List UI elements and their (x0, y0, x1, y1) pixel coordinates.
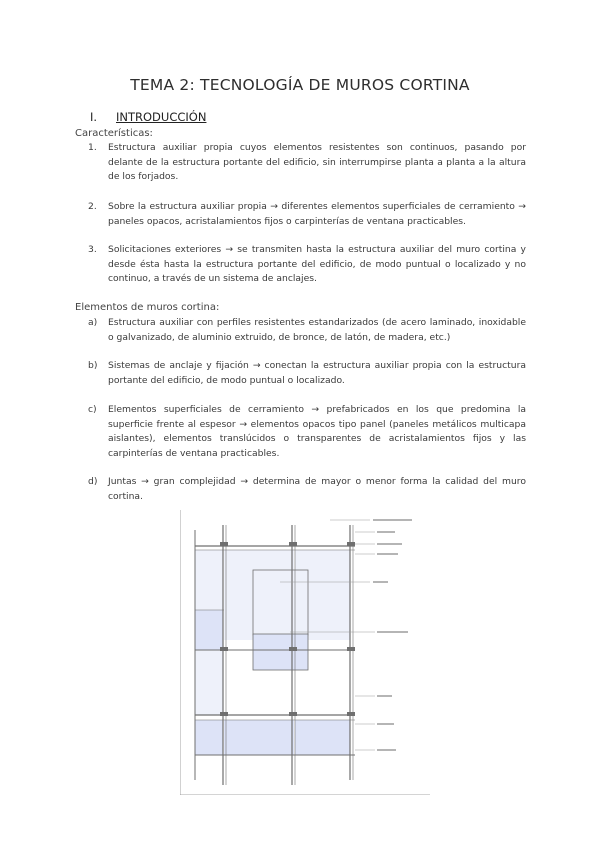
glass-panel (195, 720, 223, 755)
opening-window-panel (253, 570, 308, 635)
list-marker: 3. (88, 244, 97, 255)
list-item-text: Estructura auxiliar propia cuyos elementos resistentes son continuos, pasando por delante de la estructura portante del edificio, sin interrumpirse planta a planta a la altura de los forjados. (108, 142, 526, 182)
glass-panel (295, 720, 350, 755)
list-item (88, 359, 526, 388)
list-item (88, 141, 526, 185)
list-item-text: Juntas → gran complejidad → determina de mayor o menor forma la calidad del muro cortina. (108, 476, 526, 502)
anchor-bracket (347, 542, 355, 546)
anchor-bracket (347, 712, 355, 716)
list-marker: d) (88, 476, 98, 487)
list-item (88, 403, 526, 461)
glass-panel (195, 650, 223, 715)
section-number: I. (90, 110, 98, 124)
curtain-wall-drawing (180, 510, 430, 795)
curtain-wall-figure (180, 510, 430, 795)
list-marker: b) (88, 360, 98, 371)
elementos-label: Elementos de muros cortina: (75, 302, 220, 313)
glass-panel (195, 610, 223, 650)
list-item-text: Sistemas de anclaje y fijación → conectan la estructura auxiliar propia con la estructura portante del edificio, de modo puntual o localizado. (108, 360, 526, 386)
page-title: TEMA 2: TECNOLOGÍA DE MUROS CORTINA (130, 76, 470, 94)
anchor-bracket (289, 712, 297, 716)
opaque-panel (253, 634, 308, 670)
section-title: INTRODUCCIÓN (116, 110, 207, 124)
list-marker: c) (88, 404, 97, 415)
anchor-bracket (220, 542, 228, 546)
anchor-bracket (347, 647, 355, 651)
caracteristicas-label: Características: (75, 128, 153, 139)
list-item-text: Solicitaciones exteriores → se transmiten hasta la estructura auxiliar del muro cortina y desde ésta hasta la estructura portante del edificio, de modo puntual o localizado y no continuo, a través de un sistema de anclajes. (108, 244, 526, 284)
anchor-bracket (220, 712, 228, 716)
list-item-text: Estructura auxiliar con perfiles resistentes estandarizados (de acero laminado, inoxidable o galvanizado, de aluminio extruido, de bronce, de latón, de madera, etc.) (108, 317, 526, 343)
anchor-bracket (289, 647, 297, 651)
list-item (88, 243, 526, 287)
list-marker: a) (88, 317, 98, 328)
list-item (88, 475, 526, 504)
list-item (88, 200, 526, 229)
list-item-text: Sobre la estructura auxiliar propia → diferentes elementos superficiales de cerramiento → paneles opacos, acristalamientos fijos o carpinterías de ventana practicables. (108, 201, 526, 227)
section-heading (90, 110, 206, 124)
glass-panel (195, 550, 223, 610)
glass-panel (224, 720, 294, 755)
anchor-bracket (289, 542, 297, 546)
anchor-bracket (220, 647, 228, 651)
list-item (88, 316, 526, 345)
list-item-text: Elementos superficiales de cerramiento → prefabricados en los que predomina la superficie frente al espesor → elementos opacos tipo panel (paneles metálicos multicapa aislantes), elementos translúcidos o transparentes de acristalamientos fijos y las carpinterías de ventana practicables. (108, 404, 526, 459)
list-marker: 2. (88, 201, 97, 212)
list-marker: 1. (88, 142, 97, 153)
